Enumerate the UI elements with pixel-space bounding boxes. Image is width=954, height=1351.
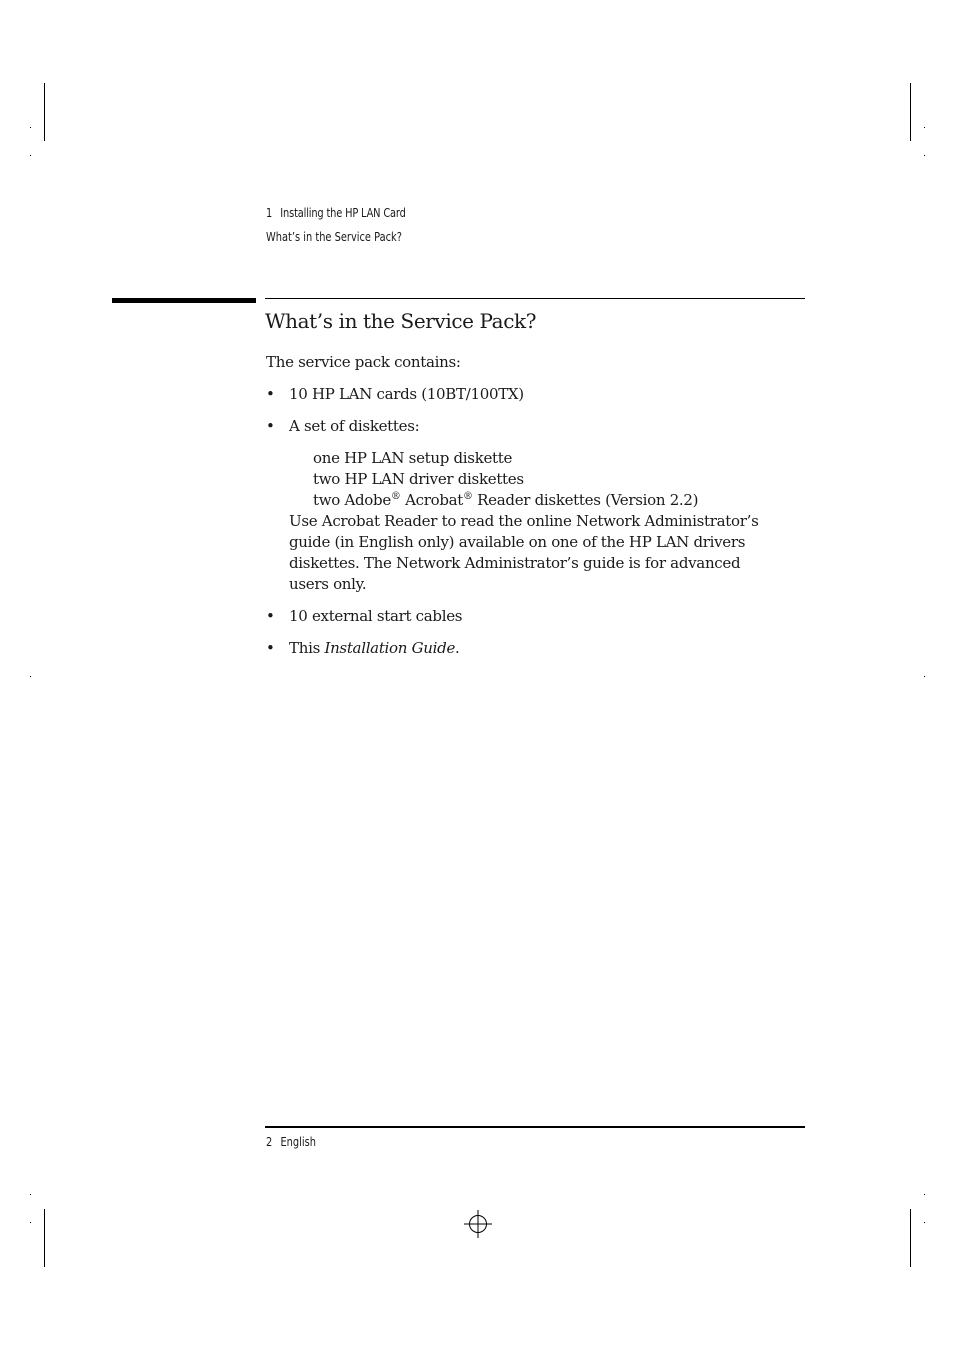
section-rule-thick: [112, 298, 256, 303]
registered-mark: ®: [390, 491, 401, 502]
diskette-line: [313, 490, 806, 511]
bullet: •: [266, 417, 275, 435]
list-item: [266, 606, 806, 627]
crop-dot: [30, 127, 31, 128]
diskette-line-part: two Adobe: [313, 491, 391, 509]
list-item-text: A set of diskettes:: [289, 417, 420, 435]
footer-rule: [265, 1126, 805, 1128]
bullet: •: [266, 385, 275, 403]
intro-paragraph: The service pack contains:: [266, 353, 461, 371]
crop-dot: [924, 1194, 925, 1195]
section-body: [266, 352, 806, 670]
diskette-line: two HP LAN driver diskettes: [313, 470, 524, 488]
diskette-list: [313, 448, 806, 511]
list-item: [266, 384, 806, 405]
chapter-number: 1: [266, 206, 273, 220]
chapter-title: Installing the HP LAN Card: [280, 206, 406, 220]
section-title: What’s in the Service Pack?: [265, 309, 537, 333]
list-item-text-part: .: [455, 639, 460, 657]
crop-mark-bottom-left: [44, 1209, 45, 1267]
list-item: [266, 416, 806, 595]
registration-mark-icon: [464, 1210, 492, 1238]
crop-dot: [30, 1222, 31, 1223]
acrobat-note: Use Acrobat Reader to read the online Network Administrator’s guide (in English only) available on one of the HP LAN drivers diskettes. The Network Administrator’s guide is for advanced users only.: [289, 512, 759, 593]
section-rule-thin: [265, 298, 805, 299]
crop-dot: [30, 1194, 31, 1195]
crop-dot: [924, 1222, 925, 1223]
page-footer: [266, 1135, 316, 1149]
crop-mark-bottom-right: [910, 1209, 911, 1267]
bullet: •: [266, 607, 275, 625]
diskette-line-part: Reader diskettes (Version 2.2): [472, 491, 699, 509]
crop-mark-top-right: [910, 83, 911, 141]
list-item: [266, 638, 806, 659]
guide-title: Installation Guide: [324, 639, 456, 657]
list-item-text: [289, 639, 460, 657]
crop-mark-top-left: [44, 83, 45, 141]
bullet: •: [266, 639, 275, 657]
list-item-text: 10 HP LAN cards (10BT/100TX): [289, 385, 524, 403]
page-number: 2: [266, 1135, 273, 1149]
diskette-line-part: Acrobat: [400, 491, 464, 509]
crop-dot: [30, 155, 31, 156]
contents-list: [266, 384, 806, 659]
crop-dot: [924, 676, 925, 677]
crop-dot: [924, 127, 925, 128]
list-item-text: 10 external start cables: [289, 607, 463, 625]
crop-dot: [924, 155, 925, 156]
footer-language: English: [280, 1135, 317, 1149]
running-header-section: What’s in the Service Pack?: [266, 230, 402, 244]
running-header-chapter: [266, 206, 406, 220]
list-item-text-part: This: [289, 639, 325, 657]
diskette-line: one HP LAN setup diskette: [313, 449, 513, 467]
registered-mark: ®: [463, 491, 473, 502]
crop-dot: [30, 676, 31, 677]
